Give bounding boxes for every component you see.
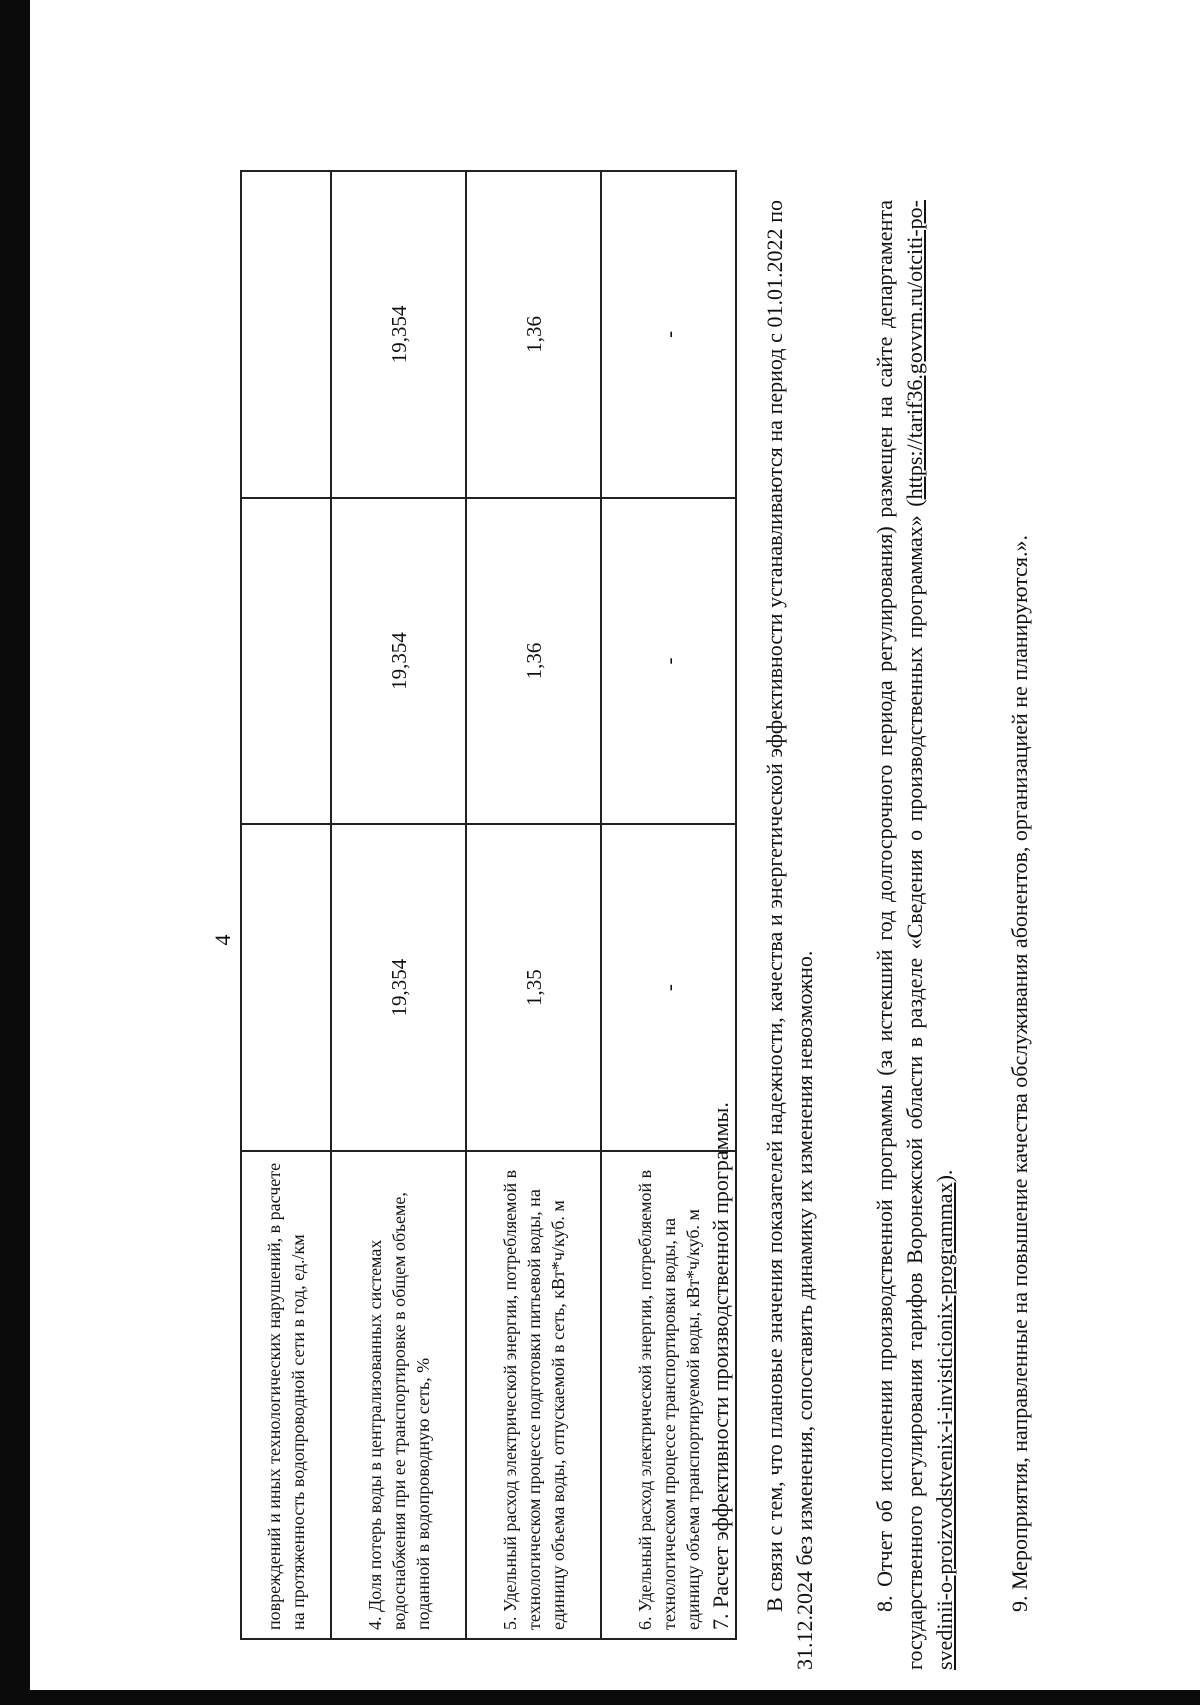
section-8-paragraph bbox=[870, 200, 960, 1670]
page-number: 4 bbox=[210, 934, 235, 946]
indicator-value: 19,354 bbox=[331, 498, 466, 825]
indicator-value bbox=[241, 171, 331, 498]
rotated-page bbox=[210, 140, 1200, 1700]
indicator-value bbox=[241, 824, 331, 1151]
indicator-value: 1,35 bbox=[466, 824, 601, 1151]
section-7-paragraph: В связи с тем, что плановые значения показателей надежности, качества и энергетической эффективности устанавливаются на период с 01.01.2022 по 31.12.2024 без изменения, сопоставить динамику их изменения невозможно. bbox=[762, 200, 817, 1670]
indicator-value: - bbox=[601, 498, 736, 825]
indicator-value: 1,36 bbox=[466, 171, 601, 498]
indicator-value: 19,354 bbox=[331, 171, 466, 498]
tariff-site-link[interactable]: https://tarif36.govvrn.ru/otciti-po-svedinii-o-proizvodstvenix-i-invisticionix-programmax bbox=[902, 200, 957, 1670]
indicator-name: 5. Удельный расход электрической энергии, потребляемой в технологическом процессе подготовки питьевой воды, на единицу объема воды, отпускаемой в сеть, кВт*ч/куб. м bbox=[466, 1151, 601, 1639]
table-row bbox=[241, 171, 331, 1639]
indicator-name: повреждений и иных технологических нарушений, в расчете на протяженность водопроводной сети в год, ед./км bbox=[241, 1151, 331, 1639]
table-row bbox=[331, 171, 466, 1639]
indicator-value: 1,36 bbox=[466, 498, 601, 825]
indicator-value: 19,354 bbox=[331, 824, 466, 1151]
indicator-value: - bbox=[601, 171, 736, 498]
section-9-paragraph: 9. Мероприятия, направленные на повышение качества обслуживания абонентов, организацией не планируются.». bbox=[1007, 534, 1032, 1612]
section-8-text-end: ). bbox=[932, 1169, 957, 1183]
section-7-title: 7. Расчет эффективности производственной программы. bbox=[708, 1102, 733, 1630]
section-8-text: 8. Отчет об исполнении производственной программы (за истекший год долгосрочного периода регулирования) размещен на сайте департамента государственного регулирования тарифов Воронежской области в разделе «Сведения о производственных программах» ( bbox=[872, 200, 927, 1670]
indicator-name: 6. Удельный расход электрической энергии, потребляемой в технологическом процессе транспортировки воды, на единицу объема транспортируемой воды, кВт*ч/куб. м bbox=[601, 1151, 736, 1639]
scan-edge-left bbox=[0, 0, 30, 1705]
indicator-value: - bbox=[601, 824, 736, 1151]
page-content bbox=[210, 140, 1200, 1700]
indicator-name: 4. Доля потерь воды в централизованных системах водоснабжения при ее транспортировке в общем объеме, поданной в водопроводную сеть, % bbox=[331, 1151, 466, 1639]
indicator-value bbox=[241, 498, 331, 825]
indicators-table bbox=[240, 170, 737, 1640]
table-row bbox=[466, 171, 601, 1639]
